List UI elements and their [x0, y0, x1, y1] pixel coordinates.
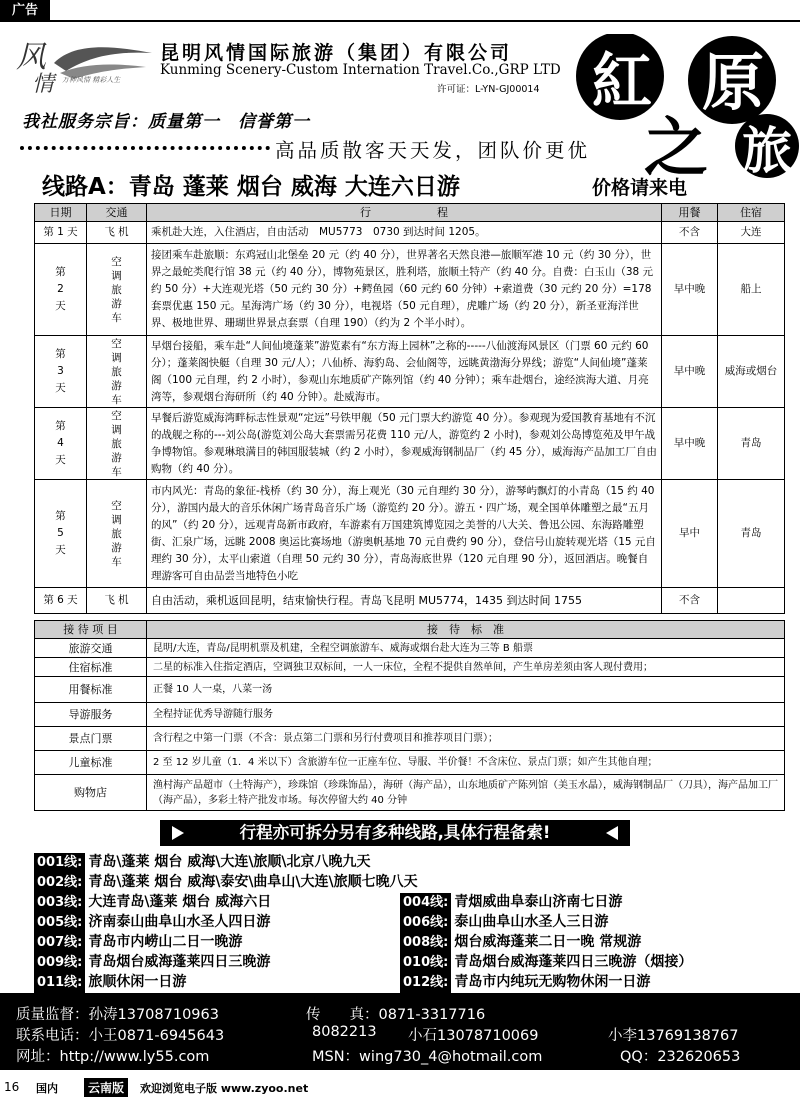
phone-primary: 联系电话：小王0871-6945643	[16, 1028, 225, 1044]
col-header-service-item: 接 待 项 目	[35, 621, 147, 639]
plan-cell: 自由活动，乘机返回昆明，结束愉快行程。青岛飞昆明 MU5774，1435 到达时间 1755	[147, 588, 662, 614]
qq-contact: QQ：232620653	[620, 1049, 741, 1065]
transport-cell: 空 调 旅 游 车	[87, 336, 147, 408]
route-code: 002线:	[34, 873, 85, 893]
dotted-divider	[20, 146, 270, 150]
list-item	[400, 952, 692, 972]
table-row	[35, 751, 785, 775]
day-cell: 第 6 天	[35, 588, 87, 614]
arrow-right-icon	[172, 826, 184, 840]
route-text: 青岛市内崂山二日一晚游	[88, 934, 243, 950]
col-header-day: 日期	[35, 204, 87, 222]
col-header-transport: 交通	[87, 204, 147, 222]
service-item-cell: 导游服务	[35, 703, 147, 727]
service-standard-cell: 2 至 12 岁儿童（1．4 米以下）含旅游车位一正座车位、导服、半价餐！不含床位、景点门票；如产生其他自理；	[147, 751, 785, 775]
table-row	[35, 658, 785, 677]
route-code: 010线:	[400, 953, 451, 973]
service-item-cell: 景点门票	[35, 727, 147, 751]
calligraphy-char-4: 旅	[742, 121, 792, 178]
table-row	[35, 775, 785, 811]
route-text: 旅顺休闲一日游	[88, 974, 187, 990]
itinerary-table	[34, 203, 785, 614]
col-header-meals: 用餐	[662, 204, 718, 222]
more-routes-banner: 行程亦可拆分另有多种线路,具体行程备索!	[160, 820, 630, 846]
service-standard-cell: 全程持证优秀导游随行服务	[147, 703, 785, 727]
hotel-cell: 青岛	[718, 408, 785, 480]
col-header-hotel: 住宿	[718, 204, 785, 222]
logo-glyph-feng: 风	[16, 40, 46, 75]
meals-cell: 不含	[662, 588, 718, 614]
phone-xiaoli: 小李13769138767	[608, 1028, 739, 1044]
route-title: 线路A：青岛 蓬莱 烟台 威海 大连六日游	[42, 174, 460, 200]
price-note: 价格请来电	[592, 177, 688, 199]
service-standard-cell: 渔村海产品超市（土特海产），珍珠馆（珍珠饰品），海研（海产品），山东地质矿产陈列馆（美玉水晶），威海钢制品厂（刀具），海产品加工厂（海产品），多彩土特产批发市场。每次停留大约 40 分钟	[147, 775, 785, 811]
route-text: 青岛烟台威海蓬莱四日三晚游	[88, 954, 271, 970]
list-item	[34, 952, 270, 972]
service-item-cell: 购物店	[35, 775, 147, 811]
ad-tag: 广告	[0, 0, 50, 22]
list-item	[34, 912, 270, 932]
meals-cell: 不含	[662, 222, 718, 244]
route-text: 青岛\蓬莱 烟台 威海\泰安\曲阜山\大连\旅顺七晚八天	[88, 874, 418, 890]
transport-cell: 飞 机	[87, 588, 147, 614]
route-code: 003线:	[34, 893, 85, 913]
route-code: 008线:	[400, 933, 451, 953]
transport-cell: 空 调 旅 游 车	[87, 244, 147, 336]
plan-cell: 早烟台接船，乘车赴“人间仙境蓬莱”游览素有“东方海上园林”之称的-----八仙渡海风景区（门票 60 元约 60 分）；蓬莱阁快艇（自理 30 元/人）；八仙桥、海豹岛、会仙阁等，远眺黄渤海分界线；游览“人间仙境”蓬莱阁（100 元自理，约 2 小时），参观山东地质矿产陈列馆（约 40 分钟）；乘车赴烟台，途经滨海大道、月亮湾等，参观烟台海研所（约 40 分钟）。赴威海市。	[147, 336, 662, 408]
list-item	[34, 932, 242, 952]
meals-cell: 早中晚	[662, 408, 718, 480]
company-name-cn: 昆明风情国际旅游（集团）有限公司	[160, 42, 513, 64]
calligraphy-char-2: 原	[702, 46, 765, 119]
brand-calligraphy	[562, 34, 800, 178]
slogan: 高品质散客天天发，团队价更优	[275, 139, 591, 162]
service-standard-cell: 昆明/大连，青岛/昆明机票及机建，全程空调旅游车、威海或烟台赴大连为三等 B 船票	[147, 639, 785, 658]
day-cell: 第 5 天	[35, 480, 87, 588]
table-row	[35, 588, 785, 614]
table-row	[35, 727, 785, 751]
route-text: 青岛\蓬莱 烟台 威海\大连\旅顺\北京八晚九天	[88, 854, 371, 870]
service-standard-cell: 含行程之中第一门票（不含：景点第二门票和另行付费项目和推荐项目门票）；	[147, 727, 785, 751]
table-row	[35, 677, 785, 703]
phone-xiaoshi: 小石13078710069	[408, 1028, 539, 1044]
hotel-cell: 大连	[718, 222, 785, 244]
col-header-plan: 行 程	[147, 204, 662, 222]
list-item	[34, 892, 271, 912]
license-number: 许可证：L-YN-GJ00014	[437, 84, 540, 95]
route-text: 泰山曲阜山水圣人三日游	[454, 914, 609, 930]
route-code: 005线:	[34, 913, 85, 933]
plan-cell: 接团乘车赴旅顺：东鸡冠山北堡垒 20 元（约 40 分），世界著名天然良港—旅顺军港 10 元（约 30 分），世界之最蛇类爬行馆 38 元（约 40 分），博物苑景区，胜利塔，旅顺土特产（约 40 分。自费：白玉山（38 元约 50 分）+大连观光塔（50 元约 30 分）+鳄鱼园（60 元约 60 分钟）+索道费（30 元约 20 分）=178 套票优惠 150 元。星海湾广场（约 30 分），电视塔（50 元自理），虎雕广场（约 20 分），新圣亚海洋世界、极地世界、珊瑚世界景点套票（自理 190）（约为 2 个半小时）。	[147, 244, 662, 336]
itinerary-header-row	[35, 204, 785, 222]
table-row	[35, 222, 785, 244]
route-code: 007线:	[34, 933, 85, 953]
route-code: 006线:	[400, 913, 451, 933]
col-header-service-standard: 接 待 标 准	[147, 621, 785, 639]
service-item-cell: 用餐标准	[35, 677, 147, 703]
section-domestic: 国内	[36, 1082, 58, 1095]
service-item-cell: 儿童标准	[35, 751, 147, 775]
route-text: 烟台威海蓬莱二日一晚 常规游	[454, 934, 642, 950]
meals-cell: 早中	[662, 480, 718, 588]
table-row	[35, 336, 785, 408]
meals-cell: 早中晚	[662, 336, 718, 408]
list-item	[400, 912, 608, 932]
company-name-en: Kunming Scenery-Custom Internation Travel.Co.,GRP LTD	[160, 62, 561, 78]
hotel-cell: 青岛	[718, 480, 785, 588]
service-motto: 我社服务宗旨：质量第一 信誉第一	[22, 112, 310, 132]
logo-tagline: 万种风情 精彩人生	[62, 76, 121, 84]
page-number: 16	[4, 1080, 20, 1094]
service-standards-table	[34, 620, 785, 811]
service-header-row	[35, 621, 785, 639]
contact-footer	[0, 993, 800, 1070]
route-text: 大连青岛\蓬莱 烟台 威海六日	[88, 894, 272, 910]
page-footer	[0, 1078, 800, 1100]
route-code: 009线:	[34, 953, 85, 973]
calligraphy-char-3: 之	[644, 111, 708, 178]
meals-cell: 早中晚	[662, 244, 718, 336]
hotel-cell	[718, 588, 785, 614]
route-code: 004线:	[400, 893, 451, 913]
route-code: 012线:	[400, 973, 451, 993]
hotel-cell: 威海或烟台	[718, 336, 785, 408]
hotel-cell: 船上	[718, 244, 785, 336]
route-text: 青岛烟台威海蓬莱四日三晚游（烟接）	[454, 954, 693, 970]
transport-cell: 空 调 旅 游 车	[87, 480, 147, 588]
route-code: 001线:	[34, 853, 85, 873]
service-standard-cell: 正餐 10 人一桌，八菜一汤	[147, 677, 785, 703]
fax-number: 传 真：0871-3317716	[306, 1007, 486, 1023]
table-row	[35, 480, 785, 588]
plan-cell: 早餐后游览威海湾畔标志性景观“定远”号铁甲舰（50 元门票大约游览 40 分）。参观现为爱国教育基地有不沉的战舰之称的---刘公岛(游览刘公岛大套票需另花费 110 元/人，游览约 2 小时)，参观刘公岛博览苑及甲午战争博物馆。参观琳琅满目的韩国服装城（约 2 小时），参观威海钢制品厂（约 45 分），威海海产品加工厂自由购物（约 40 分）。	[147, 408, 662, 480]
list-item	[400, 892, 622, 912]
day-cell: 第 2 天	[35, 244, 87, 336]
service-item-cell: 住宿标准	[35, 658, 147, 677]
list-item	[34, 972, 186, 992]
day-cell: 第 4 天	[35, 408, 87, 480]
ebook-note: 欢迎浏览电子版 www.zyoo.net	[140, 1082, 309, 1095]
phone-secondary: 8082213	[312, 1024, 377, 1040]
table-row	[35, 703, 785, 727]
list-item	[34, 872, 418, 892]
day-cell: 第 1 天	[35, 222, 87, 244]
list-item	[400, 932, 641, 952]
table-row	[35, 408, 785, 480]
plan-cell: 乘机赴大连，入住酒店，自由活动 MU5773 0730 到达时间 1205。	[147, 222, 662, 244]
quality-supervision: 质量监督：孙涛13708710963	[16, 1007, 219, 1023]
service-item-cell: 旅游交通	[35, 639, 147, 658]
arrow-left-icon	[606, 826, 618, 840]
route-text: 济南泰山曲阜山水圣人四日游	[88, 914, 271, 930]
day-cell: 第 3 天	[35, 336, 87, 408]
transport-cell: 空 调 旅 游 车	[87, 408, 147, 480]
logo-glyph-qing: 情	[32, 72, 55, 93]
list-item	[400, 972, 650, 992]
list-item	[34, 852, 371, 872]
plan-cell: 市内风光：青岛的象征-栈桥（约 30 分），海上观光（30 元自理约 30 分），游琴屿飘灯的小青岛（15 约 40 分），游国内最大的音乐休闲广场青岛音乐广场（游览约 20 分）。游五・四广场，观全国单体雕塑之最“五月的风”（约 20 分），远观青岛新市政府，车游素有万国建筑博览园之美誉的八大关、鲁迅公园、东海路雕塑街、汇泉广场，远眺 2008 奥运比赛场地（游奥帆基地 70 元自费约 90 分），登信号山旋转观光塔（15 元自理约 30 分），太平山索道（自理 50 元约 30 分），青岛海底世界（120 元自理 90 分），返回酒店。晚餐自理游客可自由品尝当地特色小吃	[147, 480, 662, 588]
table-row	[35, 639, 785, 658]
service-standard-cell: 二星的标准入住指定酒店，空调独卫双标间，一人一床位，全程不提供自然单间，产生单房差须由客人现付费用；	[147, 658, 785, 677]
calligraphy-char-1: 紅	[592, 47, 652, 117]
route-list	[34, 852, 794, 992]
website-link[interactable]: 网址：http://www.ly55.com	[16, 1049, 210, 1065]
edition-badge: 云南版	[84, 1078, 128, 1097]
route-text: 青岛市内纯玩无购物休闲一日游	[454, 974, 651, 990]
route-code: 011线:	[34, 973, 85, 993]
msn-contact: MSN：wing730_4@hotmail.com	[312, 1049, 543, 1065]
table-row	[35, 244, 785, 336]
transport-cell: 飞 机	[87, 222, 147, 244]
route-text: 青烟威曲阜泰山济南七日游	[454, 894, 623, 910]
top-bar	[0, 0, 800, 22]
